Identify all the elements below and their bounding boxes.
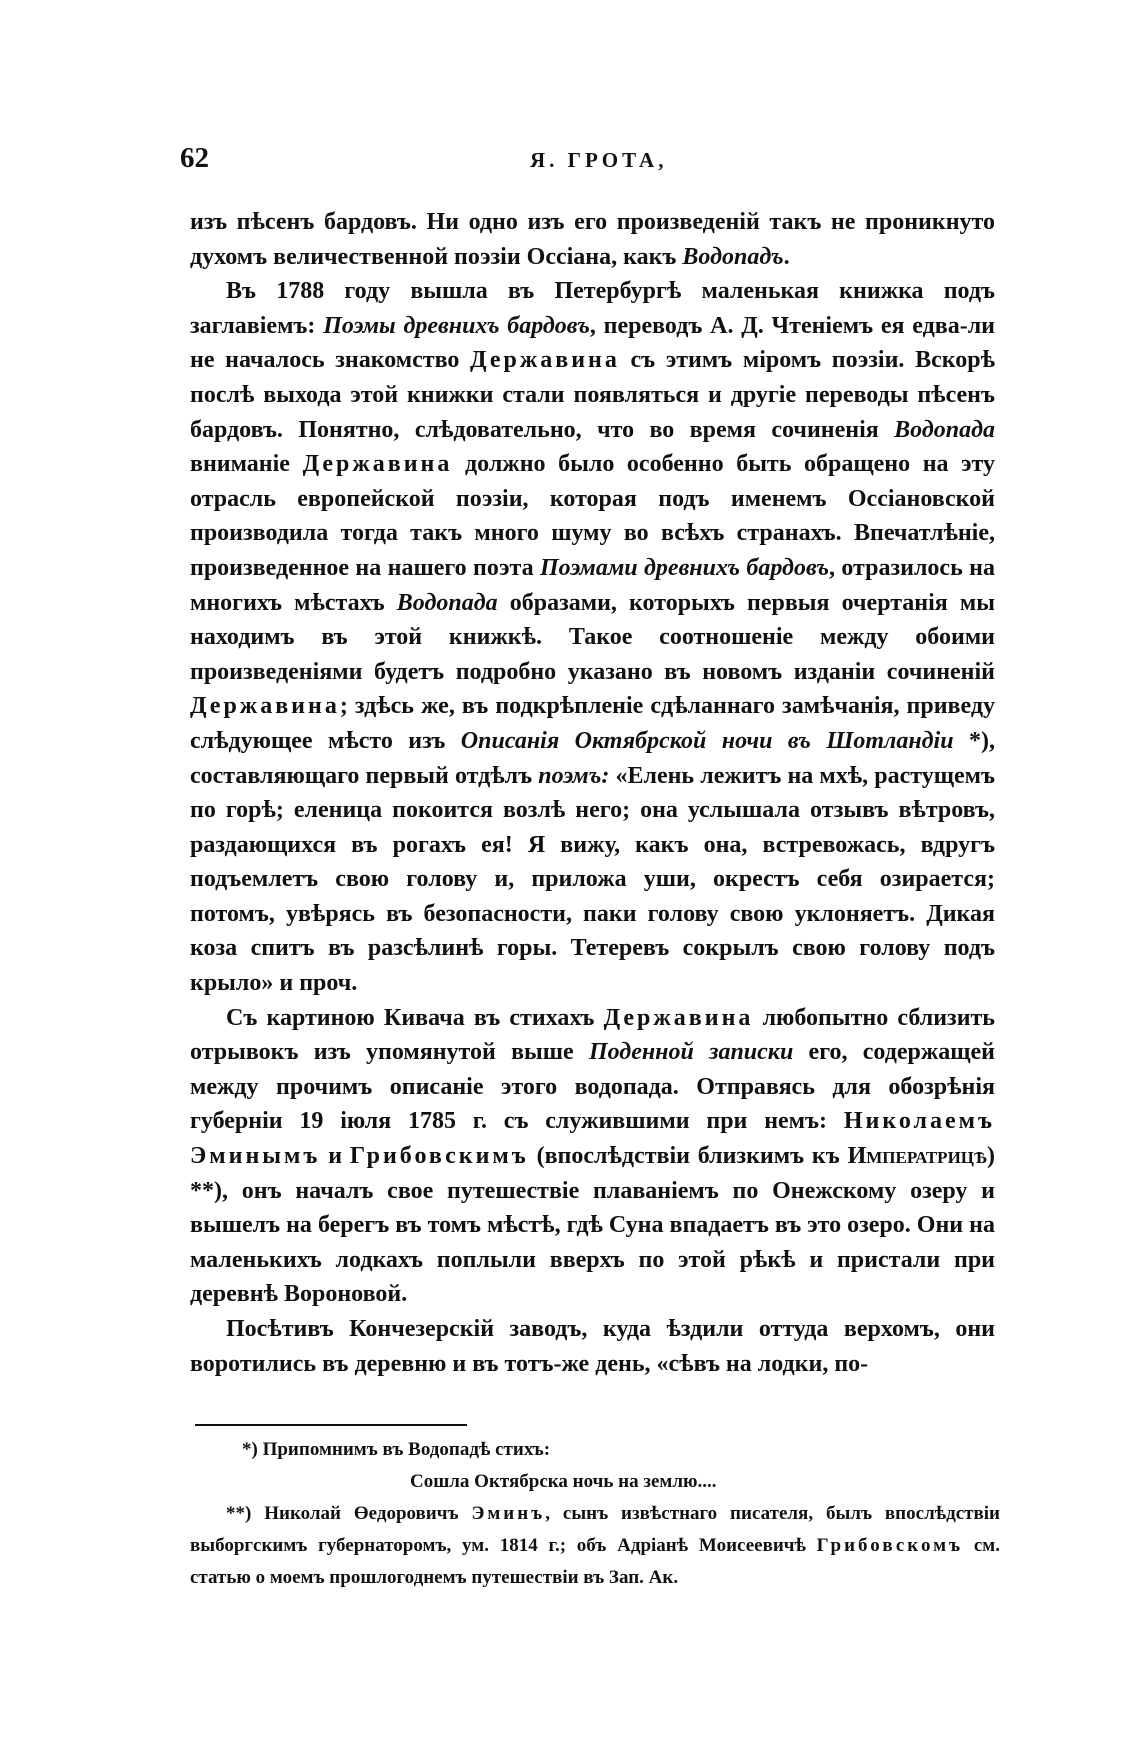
body-text: [190, 205, 995, 1381]
text-run: (впослѣдствіи близкимъ къ: [528, 1143, 848, 1170]
paragraph-1: [190, 205, 995, 274]
italic-title: Водопада: [894, 416, 995, 443]
page-number: 62: [180, 142, 209, 174]
text-run: , отразилось на многихъ мѣстахъ: [190, 554, 995, 616]
italic-title: Водопадъ: [682, 243, 784, 270]
paragraph-2: [190, 274, 995, 1000]
footnote-1: *) Припомнимъ въ Водопадѣ стихъ:: [242, 1439, 551, 1460]
spaced-name: Грибовскомъ: [816, 1535, 964, 1556]
text-run: *), составляющаго первый отдѣлъ: [190, 727, 995, 789]
text-run: вниманіе: [190, 451, 303, 478]
text-run: любопытно сблизить отрывокъ изъ упомянутой выше: [190, 1004, 995, 1066]
spaced-name: Грибовскимъ: [349, 1143, 529, 1170]
spaced-name: Державина: [470, 347, 620, 374]
text-run: и: [320, 1143, 350, 1170]
paragraph-4: Посѣтивъ Кончезерскій заводъ, куда ѣздили оттуда верхомъ, они воротились въ деревню и въ тотъ-же день, «сѣвъ на лодки, по-: [190, 1316, 995, 1377]
paragraph-3: [190, 1001, 995, 1312]
text-run: съ этимъ міромъ поэзіи. Вскорѣ послѣ выхода этой книжки стали появляться и другіе переводы пѣсенъ бардовъ. Понятно, слѣдовательно, что во время сочиненія: [190, 347, 995, 443]
page-header: [180, 142, 1000, 182]
footnote-1-verse: Сошла Октябрска ночь на землю....: [410, 1471, 717, 1492]
italic-title: Водопада: [396, 589, 498, 616]
text-run: ; здѣсь же, въ подкрѣпленіе сдѣланнаго замѣчанія, приведу слѣдующее мѣсто изъ: [190, 693, 995, 754]
spaced-name: Державина: [603, 1004, 754, 1031]
italic-title: Поденной записки: [588, 1039, 794, 1066]
text-run: .: [783, 243, 790, 270]
text-run: **) Николай Өедоровичъ: [226, 1503, 472, 1524]
italic-title: Поэмами древнихъ бардовъ: [540, 554, 829, 581]
text-run: образами, которыхъ первыя очертанія мы находимъ въ этой книжкѣ. Такое соотношеніе между обоими произведеніями будетъ подробно указано въ новомъ изданіи сочиненій: [190, 589, 995, 685]
italic-title: поэмъ:: [538, 762, 610, 789]
text-run: ) **), онъ началъ свое путешествіе плаваніемъ по Онежскому озеру и вышелъ на берегъ въ томъ мѣстѣ, гдѣ Суна впадаетъ въ это озеро. Они на маленькихъ лодкахъ поплыли вверхъ по этой рѣкѣ и пристали при деревнѣ Вороновой.: [190, 1143, 995, 1308]
footnote-divider: [195, 1424, 467, 1426]
spaced-name: Державина: [302, 451, 453, 478]
spaced-name: Эминъ: [471, 1503, 546, 1524]
spaced-name: Державина: [190, 693, 340, 720]
text-run: Въ 1788 году вышла въ Петербургѣ маленькая книжка подъ заглавіемъ:: [190, 278, 995, 339]
text-run: , переводъ А. Д. Чтеніемъ ея едва-ли не началось знакомство: [190, 312, 996, 374]
italic-title: Описанія Октябрской ночи въ Шотландіи: [460, 727, 954, 754]
text-run: должно было особенно быть обращено на эту отрасль европейской поэзіи, которая подъ именемъ Оссіановской производила тогда такъ много шуму во всѣхъ странахъ. Впечатлѣніе, произведенное на нашего поэта: [190, 451, 995, 581]
text-run: Съ картиною Кивача въ стихахъ: [226, 1004, 604, 1031]
running-head: Я. ГРОТА,: [530, 148, 668, 172]
spaced-name: Николаемъ Эминымъ: [190, 1108, 995, 1170]
text-run: изъ пѣсенъ бардовъ. Ни одно изъ его произведеній такъ не проникнуто духомъ величественной поэзіи Оссіана, какъ: [190, 209, 995, 270]
text-run: , сынъ извѣстнаго писателя, былъ впослѣдствіи выборгскимъ губернаторомъ, ум. 1814 г.; объ Адріанѣ Моисеевичѣ: [190, 1503, 1000, 1556]
text-run: «Елень лежитъ на мхѣ, растущемъ по горѣ; еленица покоится возлѣ него; она услышала отзывъ вѣтровъ, раздающихся въ рогахъ ея! Я вижу, какъ она, встревожась, вдругъ подъемлетъ свою голову и, приложа уши, окрестъ себя озирается; потомъ, увѣрясь въ безопасности, паки голову свою уклоняетъ. Дикая коза спитъ въ разсѣлинѣ горы. Тетеревъ сокрылъ свою голову подъ крыло» и проч.: [190, 762, 995, 997]
footnote-2: [190, 1498, 1000, 1594]
footnotes: [190, 1434, 1000, 1594]
italic-title: Поэмы древнихъ бардовъ: [323, 312, 590, 339]
text-run: его, содержащей между прочимъ описаніе этого водопада. Отправясь для обозрѣнія губерніи 19 іюля 1785 г. съ служившими при немъ:: [190, 1039, 995, 1135]
small-caps-name: Императрицѣ: [847, 1143, 987, 1170]
text-run: см. статью о моемъ прошлогоднемъ путешествіи въ Зап. Ак.: [190, 1535, 1000, 1588]
